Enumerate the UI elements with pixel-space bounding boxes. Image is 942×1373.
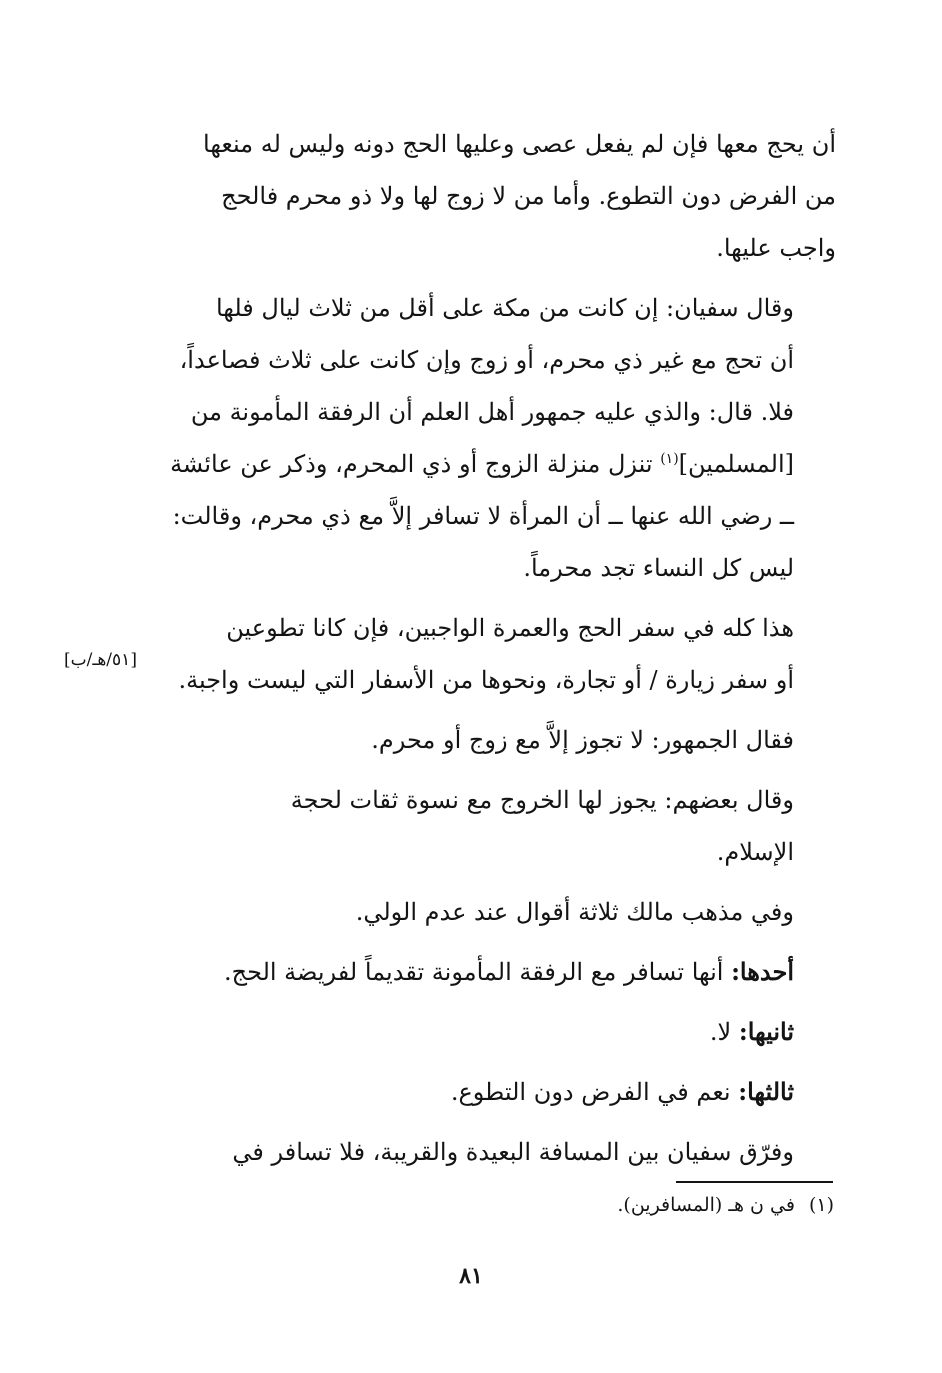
- text-line: [160, 438, 836, 490]
- text-segment: تنزل منزلة الزوج أو ذي المحرم، وذكر عن عائشة: [170, 450, 661, 478]
- paragraph-3: [160, 602, 836, 706]
- item-text: نعم في الفرض دون التطوع.: [450, 1078, 739, 1106]
- text-line: فقال الجمهور: لا تجوز إلاَّ مع زوج أو محرم.: [371, 726, 794, 754]
- item-text: أنها تسافر مع الرفقة المأمونة تقديماً لفريضة الحج.: [223, 958, 732, 986]
- text-line: [160, 1066, 836, 1118]
- text-line: أن تحج مع غير ذي محرم، أو زوج وإن كانت على ثلاث فصاعداً،: [179, 346, 794, 374]
- text-line: الإسلام.: [716, 838, 794, 866]
- paragraph-5: [160, 774, 836, 878]
- item-label: ثالثها:: [738, 1077, 794, 1106]
- footnote-marker: (١): [660, 451, 679, 467]
- text-line: فلا. قال: والذي عليه جمهور أهل العلم أن الرفقة المأمونة من: [190, 398, 794, 426]
- text-line: واجب عليها.: [716, 234, 836, 262]
- text-line: [160, 946, 836, 998]
- text-line: ليس كل النساء تجد محرماً.: [523, 554, 794, 582]
- paragraph-6: [160, 886, 836, 938]
- paragraph-9: [160, 1066, 836, 1118]
- paragraph-1: [160, 118, 836, 274]
- text-line: أن يحج معها فإن لم يفعل عصى وعليها الحج دونه وليس له منعها: [203, 130, 836, 158]
- text-line: وقال سفيان: إن كانت من مكة على أقل من ثلاث ليال فلها: [215, 294, 794, 322]
- item-label: ثانيها:: [738, 1017, 794, 1046]
- manuscript-margin-reference: [٥١/هـ/ب]: [64, 650, 137, 670]
- item-text: لا.: [709, 1018, 739, 1046]
- text-line: وفرّق سفيان بين المسافة البعيدة والقريبة، فلا تسافر في: [232, 1138, 794, 1166]
- footnote: [617, 1194, 834, 1216]
- footnote-number: (١): [808, 1194, 834, 1216]
- page-number: ٨١: [459, 1263, 483, 1289]
- paragraph-7: [160, 946, 836, 998]
- text-line: من الفرض دون التطوع. وأما من لا زوج لها ولا ذو محرم فالحج: [221, 182, 836, 210]
- text-line: وفي مذهب مالك ثلاثة أقوال عند عدم الولي.: [355, 898, 794, 926]
- paragraph-8: [160, 1006, 836, 1058]
- text-line: وقال بعضهم: يجوز لها الخروج مع نسوة ثقات لحجة: [290, 786, 794, 814]
- paragraph-4: [160, 714, 836, 766]
- paragraph-2: [160, 282, 836, 594]
- footnote-text: في ن هـ (المسافرين).: [617, 1194, 795, 1216]
- item-label: أحدها:: [731, 957, 794, 986]
- footnote-divider: [676, 1181, 833, 1183]
- text-line: هذا كله في سفر الحج والعمرة الواجبين، فإن كانا تطوعين: [226, 614, 794, 642]
- text-line: أو سفر زيارة / أو تجارة، ونحوها من الأسفار التي ليست واجبة.: [178, 666, 794, 694]
- text-line: ــ رضي الله عنها ــ أن المرأة لا تسافر إلاَّ مع ذي محرم، وقالت:: [172, 502, 794, 530]
- bracketed-word: [المسلمين]: [678, 450, 794, 478]
- main-text: [160, 118, 836, 1186]
- paragraph-10: [160, 1126, 836, 1178]
- text-line: [160, 1006, 836, 1058]
